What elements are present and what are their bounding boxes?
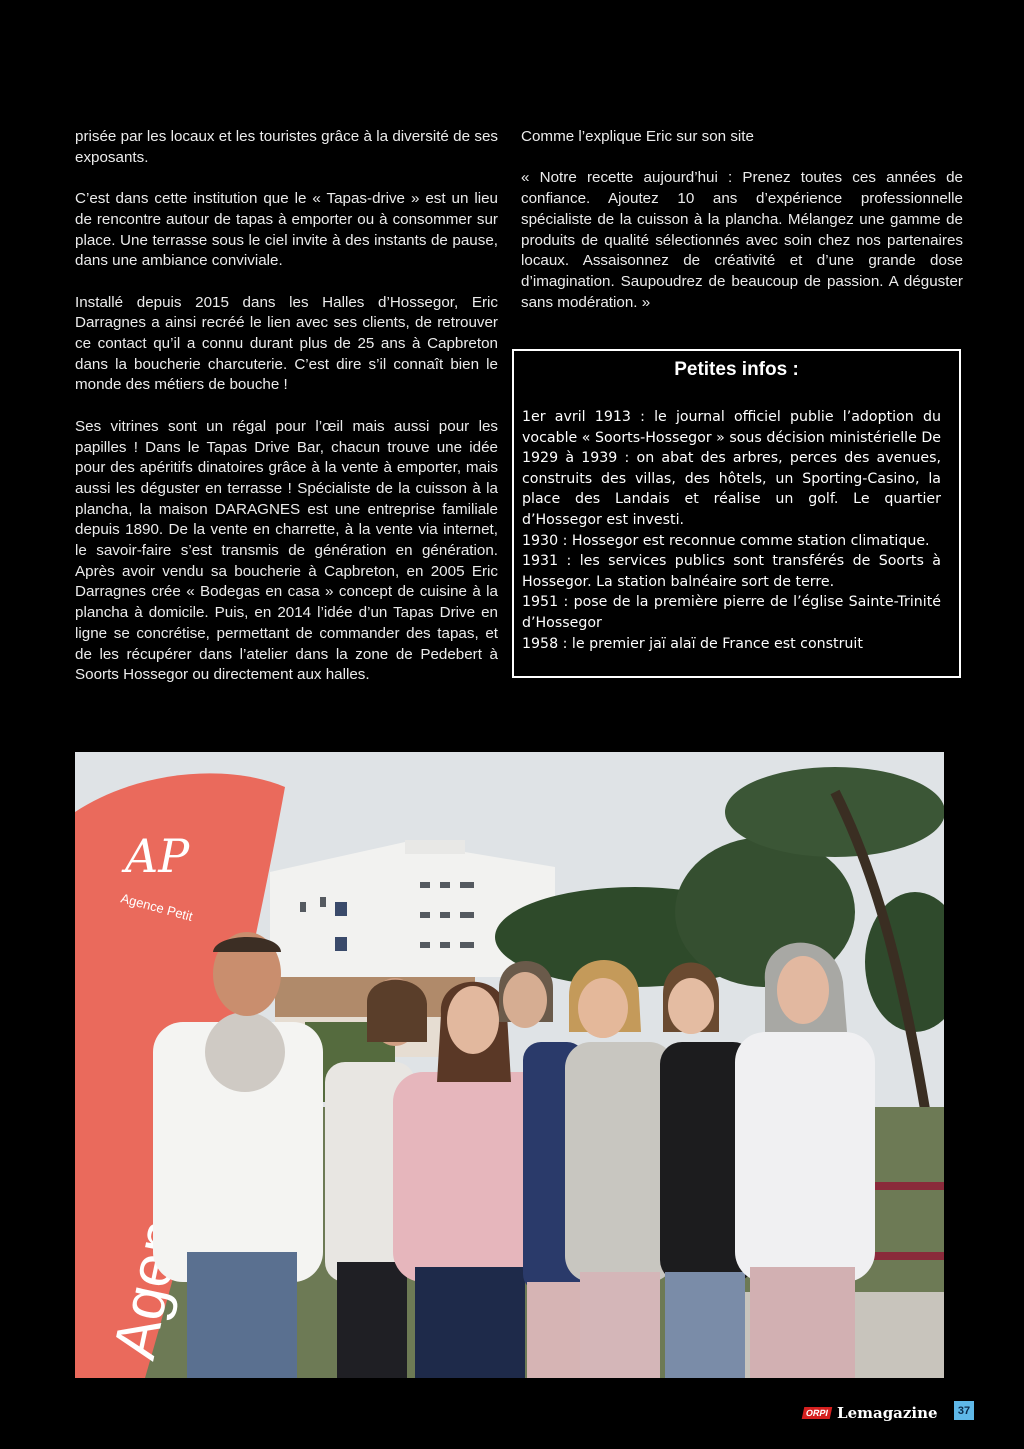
page-number: 37: [954, 1401, 974, 1420]
info-item: 1958 : le premier jaï alaï de France est construit: [522, 635, 863, 652]
paragraph: prisée par les locaux et les touristes grâce à la diversité de ses exposants.: [75, 128, 498, 166]
info-box-title: Petites infos :: [674, 359, 799, 380]
orpi-logo: ORPI: [802, 1407, 833, 1419]
left-article-column: [75, 127, 498, 707]
team-photo: [75, 752, 944, 1378]
banner-logo: AP: [125, 829, 190, 883]
team-photo-illustration: [75, 752, 944, 1378]
paragraph: Ses vitrines sont un régal pour l’œil mais aussi pour les papilles ! Dans le Tapas Drive Bar, chacun trouve une idée pour des apéritifs dinatoires grâce à la vente à emporter, mais aussi les déguster en terrasse ! Spécialiste de la cuisson à la plancha, la maison DARAGNES est une entreprise familiale depuis 1890. De la vente en charrette, à la vente via internet, le savoir-faire s’est transmis de génération en génération. Après avoir vendu sa boucherie à Capbreton, en 2005 Eric Darragnes crée « Bodegas en casa » concept de cuisine à la plancha à domicile. Puis, en 2014 l’idée d’un Tapas Drive en ligne se concrétise, permettant de commander des tapas, et de les récupérer dans l’atelier dans la zone de Pedebert à Soorts Hossegor ou directement aux halles.: [75, 417, 498, 684]
quote-intro: Comme l’explique Eric sur son site: [521, 128, 754, 145]
magazine-brand: [803, 1404, 938, 1422]
quote-paragraph: « Notre recette aujourd’hui : Prenez toutes ces années de confiance. Ajoutez 10 ans d’expérience professionnelle spécialiste de la cuisson à la plancha. Mélangez une gamme de produits de qualité sélectionnés avec soin chez nos partenaires locaux. Assaisonnez de créativité et d’une grande dose d’imagination. Saupoudrez de beaucoup de passion. A déguster sans modération. »: [521, 169, 963, 311]
info-item: 1er avril 1913 : le journal officiel publie l’adoption du vocable « Soorts-Hossegor » sous décision ministérielle De 1929 à 1939 : on abat des arbres, perces des avenues, construits des villas, des hôtels, un Sporting-Casino, la place des Landais et réalise un golf. Le quartier d’Hossegor est investi.: [522, 409, 941, 528]
info-box-list: [522, 407, 941, 654]
magazine-name: Lemagazine: [837, 1404, 938, 1422]
info-item: 1930 : Hossegor est reconnue comme station climatique.: [522, 532, 930, 549]
right-article-column: [521, 127, 963, 334]
banner-subtitle: Agence Petit: [119, 890, 195, 924]
people-group: [153, 932, 875, 1378]
info-item: 1931 : les services publics sont transférés de Soorts à Hossegor. La station balnéaire sort de terre.: [522, 553, 941, 590]
info-box: [512, 349, 961, 678]
info-item: 1951 : pose de la première pierre de l’église Sainte-Trinité d’Hossegor: [522, 594, 941, 631]
paragraph: Installé depuis 2015 dans les Halles d’Hossegor, Eric Darragnes a ainsi recréé le lien avec ses clients, de retrouver ce contact qu’il a connu durant plus de 25 ans à Capbreton dans la boucherie charcuterie. C’est dire s’il connaît bien le monde des métiers de bouche !: [75, 293, 498, 394]
paragraph: C’est dans cette institution que le « Tapas-drive » est un lieu de rencontre autour de tapas à emporter ou à consommer sur place. Une terrasse sous le ciel invite à des instants de pause, dans une ambiance conviviale.: [75, 190, 498, 270]
